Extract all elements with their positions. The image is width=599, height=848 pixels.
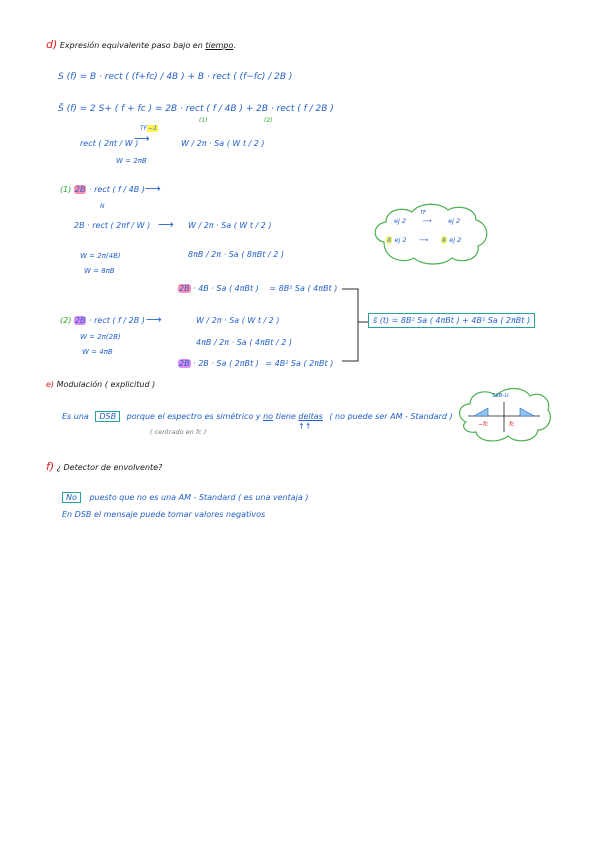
case-1-mark: (1) [60, 185, 72, 194]
case-1-w-line2: W = 8πB [84, 267, 115, 275]
dsb-box: DSB [95, 411, 120, 422]
tf-label: TF [140, 125, 148, 132]
ssb-cloud-right-label: fc [509, 421, 515, 428]
cloud-arrow-2: ⟶ [418, 236, 429, 244]
section-f-answer-line2: En DSB el mensaje puede tomar valores negativos [62, 510, 266, 519]
case-1-line2-result: 8πB / 2π · Sa ( 8πBt / 2 ) [188, 250, 284, 259]
case-2-arrow-icon: ⟶ [146, 313, 162, 326]
case-1-final-eq: = 8B² Sa ( 4πBt ) [269, 284, 338, 293]
case-1-arrow-icon: ⟶ [145, 182, 161, 195]
e-note-centered: ( centrado en fc ) [150, 428, 207, 436]
e-text-c: tiene [275, 412, 296, 421]
cloud-line1-left: ej 2 [394, 217, 407, 225]
cloud-x-left: X [387, 236, 392, 244]
cloud-arrow-label: TF [420, 210, 427, 216]
cloud-note-duality [370, 202, 492, 266]
case-2-w-line2: W = 4πB [82, 348, 113, 356]
e-text-a: Es una [62, 412, 89, 421]
case-1-line1-result: W / 2π · Sa ( W t / 2 ) [188, 221, 272, 230]
tf-pair-right: W / 2π · Sa ( W t / 2 ) [181, 139, 265, 148]
section-d-letter: d) [46, 38, 58, 51]
case-2-final-rest: · 2B · Sa ( 2πBt ) [193, 359, 259, 368]
case-1-w-line1: W = 2π(4B) [80, 252, 121, 260]
section-d-title: Expresión equivalente paso bajo en [59, 41, 203, 50]
cloud-line-1 [394, 210, 461, 225]
e-text-no: no [263, 412, 274, 421]
case-2-final [178, 359, 333, 368]
section-d-title-tiempo: tiempo [205, 41, 234, 50]
case-1-line1: 2B · rect ( 2πf / W ) [74, 221, 151, 230]
cloud-x-right: X [441, 236, 447, 244]
section-d-heading [46, 38, 236, 51]
tf-exponent: −1 [148, 125, 157, 132]
section-f-letter: f) [46, 460, 55, 473]
ssb-cloud-title: SSB-U [492, 393, 509, 399]
section-e-answer [62, 412, 453, 421]
e-arrows-up: ↑↑ [298, 422, 312, 431]
case-2-final-eq: = 4B² Sa ( 2πBt ) [265, 359, 334, 368]
case-1-term [60, 185, 145, 194]
case-2-mark: (2) [60, 316, 72, 325]
section-f-heading [46, 460, 162, 473]
case-1-line1-arrow-icon: ⟶ [158, 218, 174, 231]
tf-pair-left: rect ( 2πt / W ) [80, 139, 139, 148]
equation-mark-1: (1) [199, 117, 208, 124]
final-result-lhs: s̃ (t) [373, 316, 390, 325]
e-text-deltas: deltas [298, 412, 323, 421]
case-2-result-1: W / 2π · Sa ( W t / 2 ) [196, 316, 280, 325]
cloud-arrow: TF ⟶ [420, 210, 432, 225]
section-f-title: ¿ Detector de envolvente? [56, 463, 163, 472]
section-e-letter: e) [46, 380, 55, 389]
case-1-final-rest: · 4B · Sa ( 4πBt ) [193, 284, 259, 293]
tf-arrow-icon: ⟶ [134, 132, 150, 145]
final-result-rhs: = 8B² Sa ( 4πBt ) + 4B² Sa ( 2πBt ) [391, 316, 531, 325]
f-answer-rest: puesto que no es una AM - Standard ( es una ventaja ) [89, 493, 309, 502]
no-box: No [62, 492, 81, 503]
case-2-coef: 2B [74, 316, 86, 325]
cloud-line2-left: ej 2 [394, 236, 407, 244]
case-1-expr: · rect ( f / 4B ) [89, 185, 145, 194]
final-result-box [368, 313, 535, 328]
case-1-n: N [100, 203, 105, 210]
case-2-expr: · rect ( f / 2B ) [89, 316, 145, 325]
cloud-line1-right: ej 2 [448, 217, 461, 225]
bracket-connector [340, 280, 370, 370]
case-2-term [60, 316, 145, 325]
case-1-final-coef: 2B [179, 284, 190, 293]
case-2-final-coef: 2B [179, 359, 190, 368]
e-text-d: ( no puede ser AM - Standard ) [329, 412, 453, 421]
e-text-b: porque el espectro es simétrico y [126, 412, 261, 421]
section-e-title: Modulación ( explicitud ) [56, 380, 156, 389]
case-2-w-line1: W = 2π(2B) [80, 333, 121, 341]
tf-arrow-label [140, 125, 158, 132]
equation-spectrum: S (f) = B · rect ( (f+fc) / 4B ) + B · rect ( (f−fc) / 2B ) [58, 72, 293, 82]
section-f-answer-line1 [62, 493, 308, 502]
ssb-cloud-left-label: −fc [478, 421, 489, 428]
cloud-line-2 [386, 236, 461, 244]
cloud-line2-right: ej 2 [449, 236, 462, 244]
section-d-title-end: . [233, 41, 236, 50]
case-1-coef: 2B [74, 185, 86, 194]
equation-lowpass-equivalent: S̃ (f) = 2 S+ ( f + fc ) = 2B · rect ( f / 4B ) + 2B · rect ( f / 2B ) [58, 104, 334, 114]
tf-w-definition: W = 2πB [116, 157, 147, 165]
case-2-result-2: 4πB / 2π · Sa ( 4πBt / 2 ) [196, 338, 292, 347]
section-e-heading [46, 380, 155, 389]
equation-mark-2: (2) [264, 117, 273, 124]
case-1-final [178, 284, 337, 293]
